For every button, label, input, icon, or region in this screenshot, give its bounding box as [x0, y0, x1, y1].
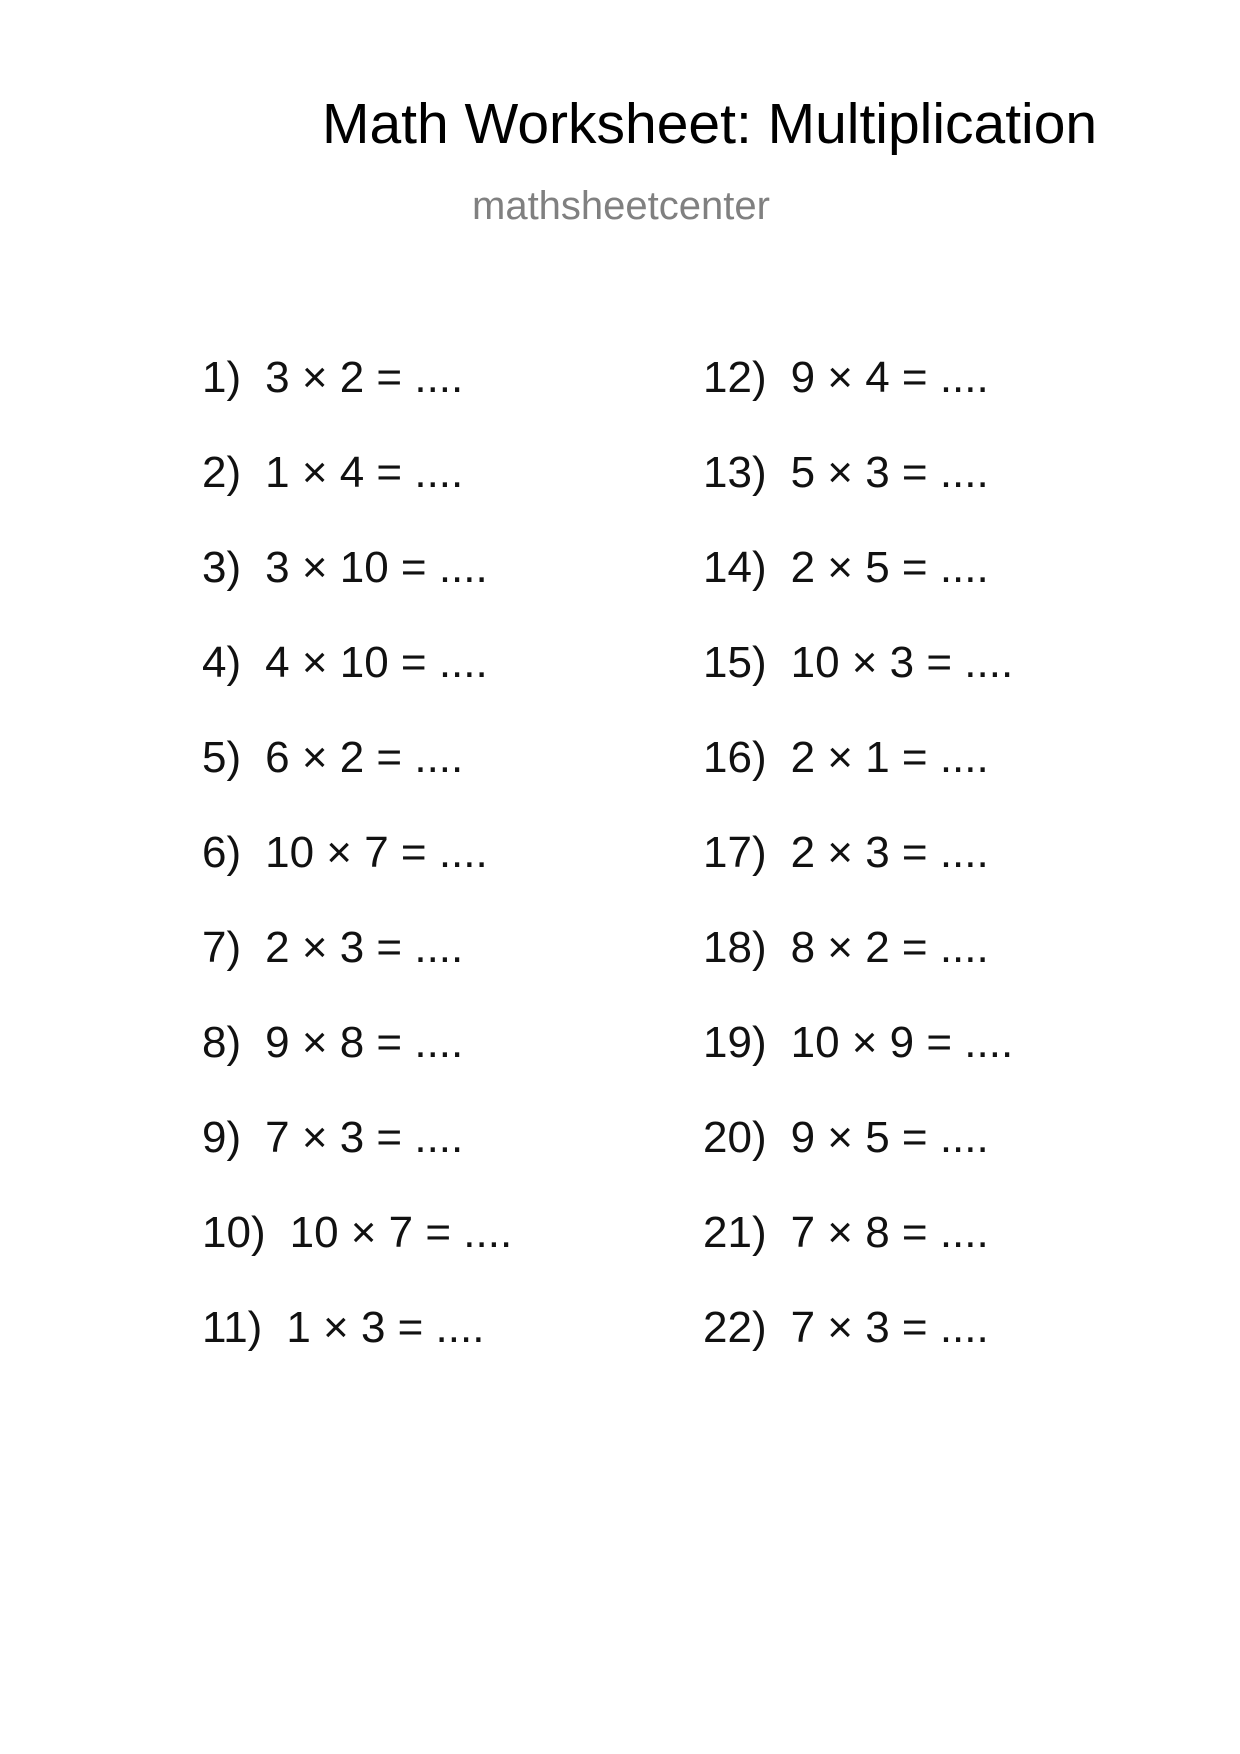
problem-expression: 1 × 4 = ....	[265, 448, 464, 497]
problem-number: 19)	[703, 1018, 767, 1067]
problem-number: 7)	[202, 923, 242, 972]
problem-expression: 9 × 5 = ....	[790, 1113, 989, 1162]
problem-item	[202, 923, 512, 1021]
problem-number: 2)	[202, 448, 242, 497]
problem-expression: 7 × 3 = ....	[790, 1303, 989, 1352]
problem-number: 11)	[202, 1303, 263, 1352]
problem-number: 5)	[202, 733, 242, 782]
problem-item	[703, 1303, 1013, 1401]
problem-expression: 10 × 9 = ....	[790, 1018, 1014, 1067]
problem-item	[202, 353, 512, 451]
problem-item	[202, 448, 512, 546]
problem-item	[202, 733, 512, 831]
problem-item	[202, 543, 512, 641]
problem-number: 10)	[202, 1208, 266, 1257]
problem-item	[703, 638, 1014, 736]
problem-item	[202, 1113, 512, 1211]
problem-number: 17)	[703, 828, 767, 877]
problem-item	[703, 1113, 1013, 1211]
problem-item	[202, 638, 512, 736]
problem-item	[703, 448, 1013, 546]
problem-expression: 6 × 2 = ....	[265, 733, 464, 782]
problem-number: 6)	[202, 828, 242, 877]
problem-number: 18)	[703, 923, 767, 972]
problem-expression: 9 × 8 = ....	[265, 1018, 464, 1067]
problem-item	[703, 353, 1013, 451]
problem-item	[703, 923, 1013, 1021]
problem-expression: 10 × 7 = ....	[289, 1208, 513, 1257]
problem-number: 21)	[703, 1208, 767, 1257]
problem-number: 20)	[703, 1113, 767, 1162]
worksheet-title: Math Worksheet: Multiplication	[322, 92, 1098, 156]
problem-number: 9)	[202, 1113, 242, 1162]
problem-number: 14)	[703, 543, 767, 592]
problem-expression: 1 × 3 = ....	[286, 1303, 485, 1352]
problem-item	[202, 1018, 512, 1116]
problem-expression: 9 × 4 = ....	[790, 353, 989, 402]
problem-number: 15)	[703, 638, 767, 687]
problem-number: 8)	[202, 1018, 242, 1067]
problem-number: 13)	[703, 448, 767, 497]
problem-number: 22)	[703, 1303, 767, 1352]
problem-item	[202, 1208, 513, 1306]
problem-column-right	[703, 353, 1014, 1401]
problem-expression: 2 × 5 = ....	[790, 543, 989, 592]
problem-expression: 2 × 1 = ....	[790, 733, 989, 782]
problem-item	[202, 1303, 512, 1401]
problem-item	[703, 828, 1013, 926]
problem-number: 1)	[202, 353, 242, 402]
problem-expression: 7 × 3 = ....	[265, 1113, 464, 1162]
problem-item	[703, 1018, 1014, 1116]
problem-item	[703, 543, 1013, 641]
problem-item	[703, 1208, 1013, 1306]
problem-expression: 3 × 2 = ....	[265, 353, 464, 402]
problem-expression: 3 × 10 = ....	[265, 543, 488, 592]
worksheet-subtitle: mathsheetcenter	[472, 184, 770, 228]
problem-item	[703, 733, 1013, 831]
problem-number: 16)	[703, 733, 767, 782]
problem-column-left	[202, 353, 513, 1401]
problem-item	[202, 828, 512, 926]
problem-expression: 10 × 3 = ....	[790, 638, 1014, 687]
problem-expression: 10 × 7 = ....	[265, 828, 488, 877]
problem-number: 3)	[202, 543, 242, 592]
problem-expression: 5 × 3 = ....	[790, 448, 989, 497]
problem-expression: 2 × 3 = ....	[265, 923, 464, 972]
problem-expression: 2 × 3 = ....	[790, 828, 989, 877]
problem-expression: 4 × 10 = ....	[265, 638, 488, 687]
problem-number: 4)	[202, 638, 242, 687]
problem-expression: 7 × 8 = ....	[790, 1208, 989, 1257]
problem-expression: 8 × 2 = ....	[790, 923, 989, 972]
problem-number: 12)	[703, 353, 767, 402]
